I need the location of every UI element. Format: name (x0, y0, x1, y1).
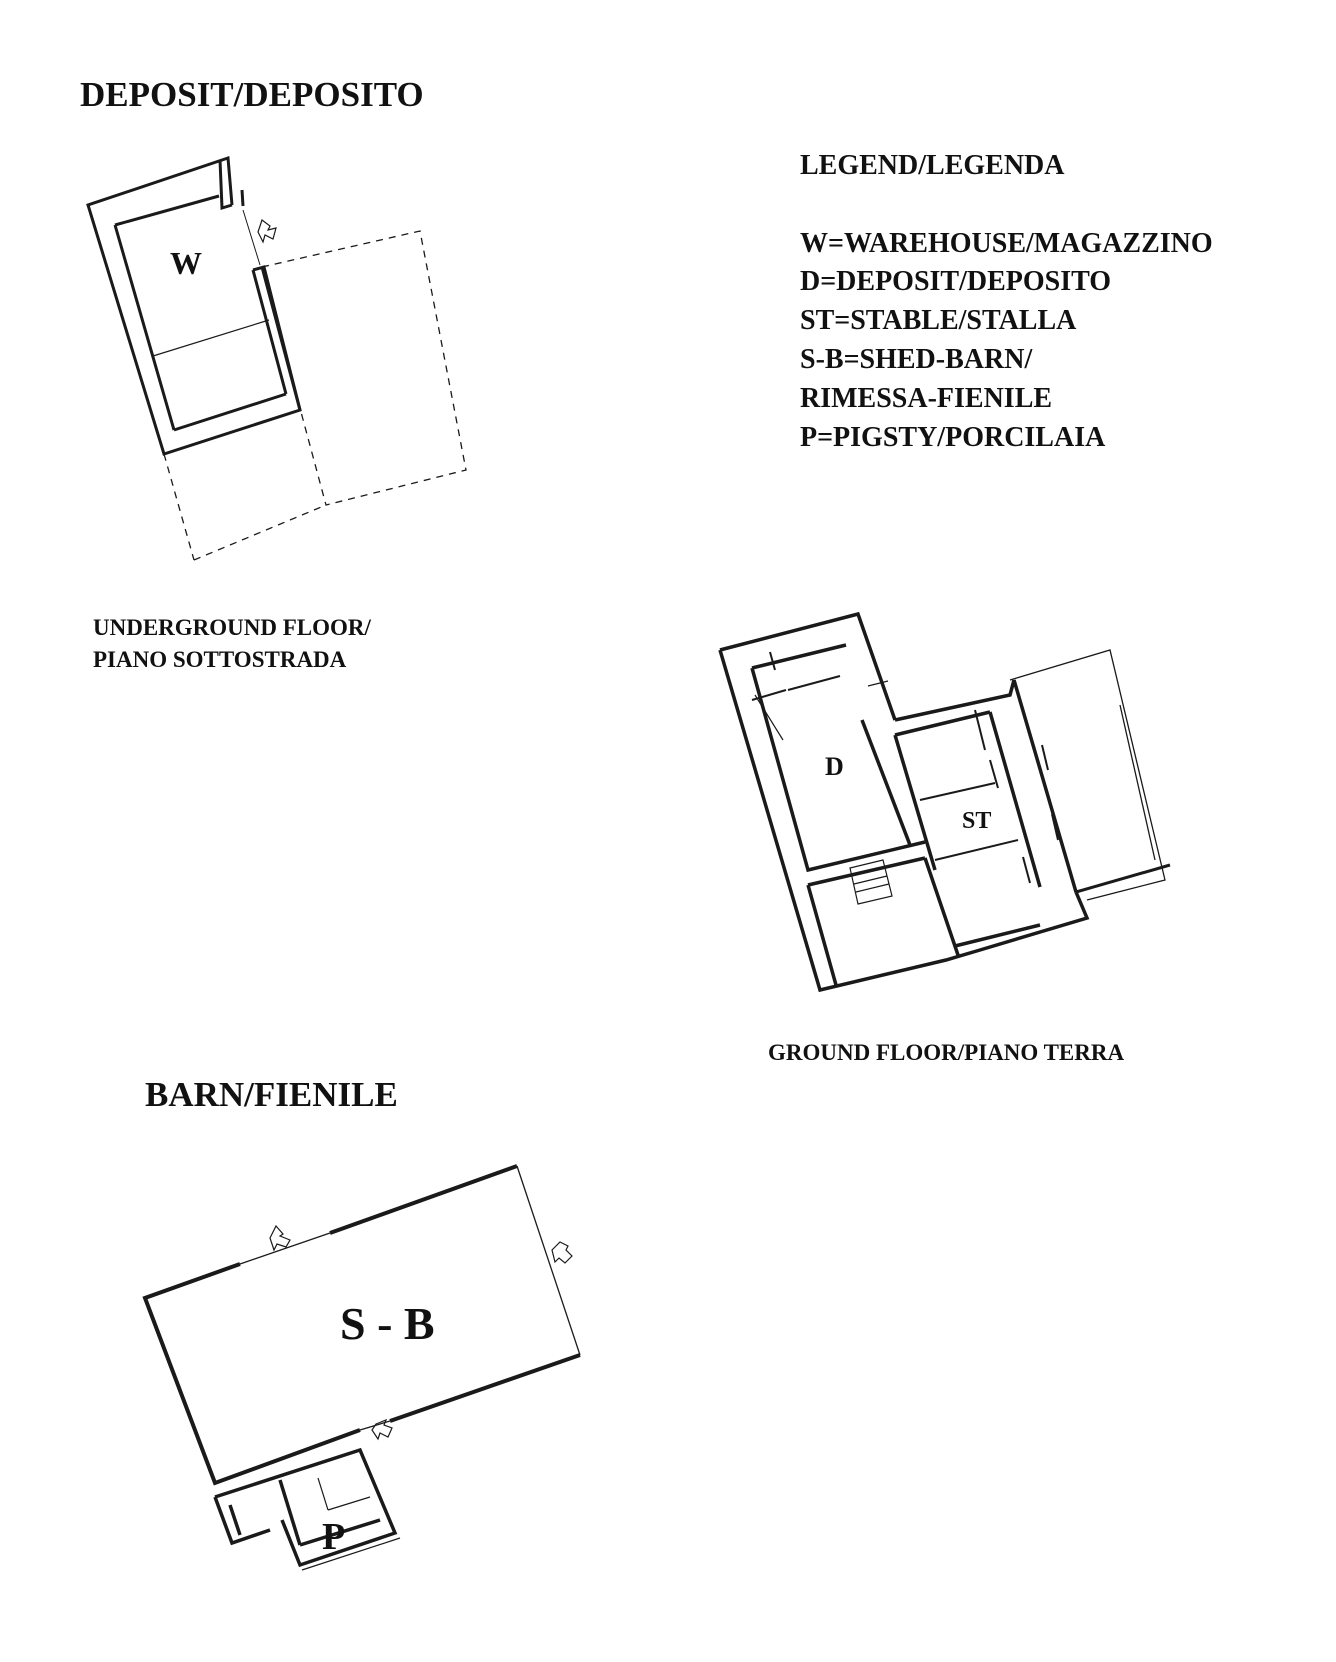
legend-item-st: ST=STABLE/STALLA (800, 305, 1077, 336)
barn-floor-plan (145, 1166, 580, 1570)
room-label-st: ST (962, 808, 992, 834)
barn-section-title: BARN/FIENILE (145, 1075, 398, 1114)
legend-title: LEGEND/LEGENDA (800, 150, 1065, 181)
legend-item-p: P=PIGSTY/PORCILAIA (800, 422, 1106, 453)
underground-floor-caption-line1: UNDERGROUND FLOOR/ (93, 615, 371, 640)
room-label-sb: S - B (340, 1298, 435, 1349)
ground-floor-caption: GROUND FLOOR/PIANO TERRA (768, 1040, 1125, 1065)
deposit-section-title: DEPOSIT/DEPOSITO (80, 75, 424, 114)
barn-side-arrow-icon (552, 1242, 572, 1263)
room-label-p: P (322, 1516, 346, 1558)
underground-floor-caption-line2: PIANO SOTTOSTRADA (93, 647, 347, 672)
ground-floor-plan (720, 614, 1170, 990)
room-label-w: W (170, 245, 202, 281)
entrance-arrow-icon (258, 220, 276, 242)
legend-item-d: D=DEPOSIT/DEPOSITO (800, 266, 1112, 297)
barn-entrance-arrow-icon (270, 1226, 290, 1250)
legend-item-sb-cont: RIMESSA-FIENILE (800, 383, 1053, 414)
underground-floor-plan (88, 158, 466, 560)
room-label-d: D (825, 752, 844, 781)
legend-item-w: W=WAREHOUSE/MAGAZZINO (800, 228, 1213, 259)
dashed-outline (164, 231, 466, 560)
legend-item-sb: S-B=SHED-BARN/ (800, 344, 1033, 375)
